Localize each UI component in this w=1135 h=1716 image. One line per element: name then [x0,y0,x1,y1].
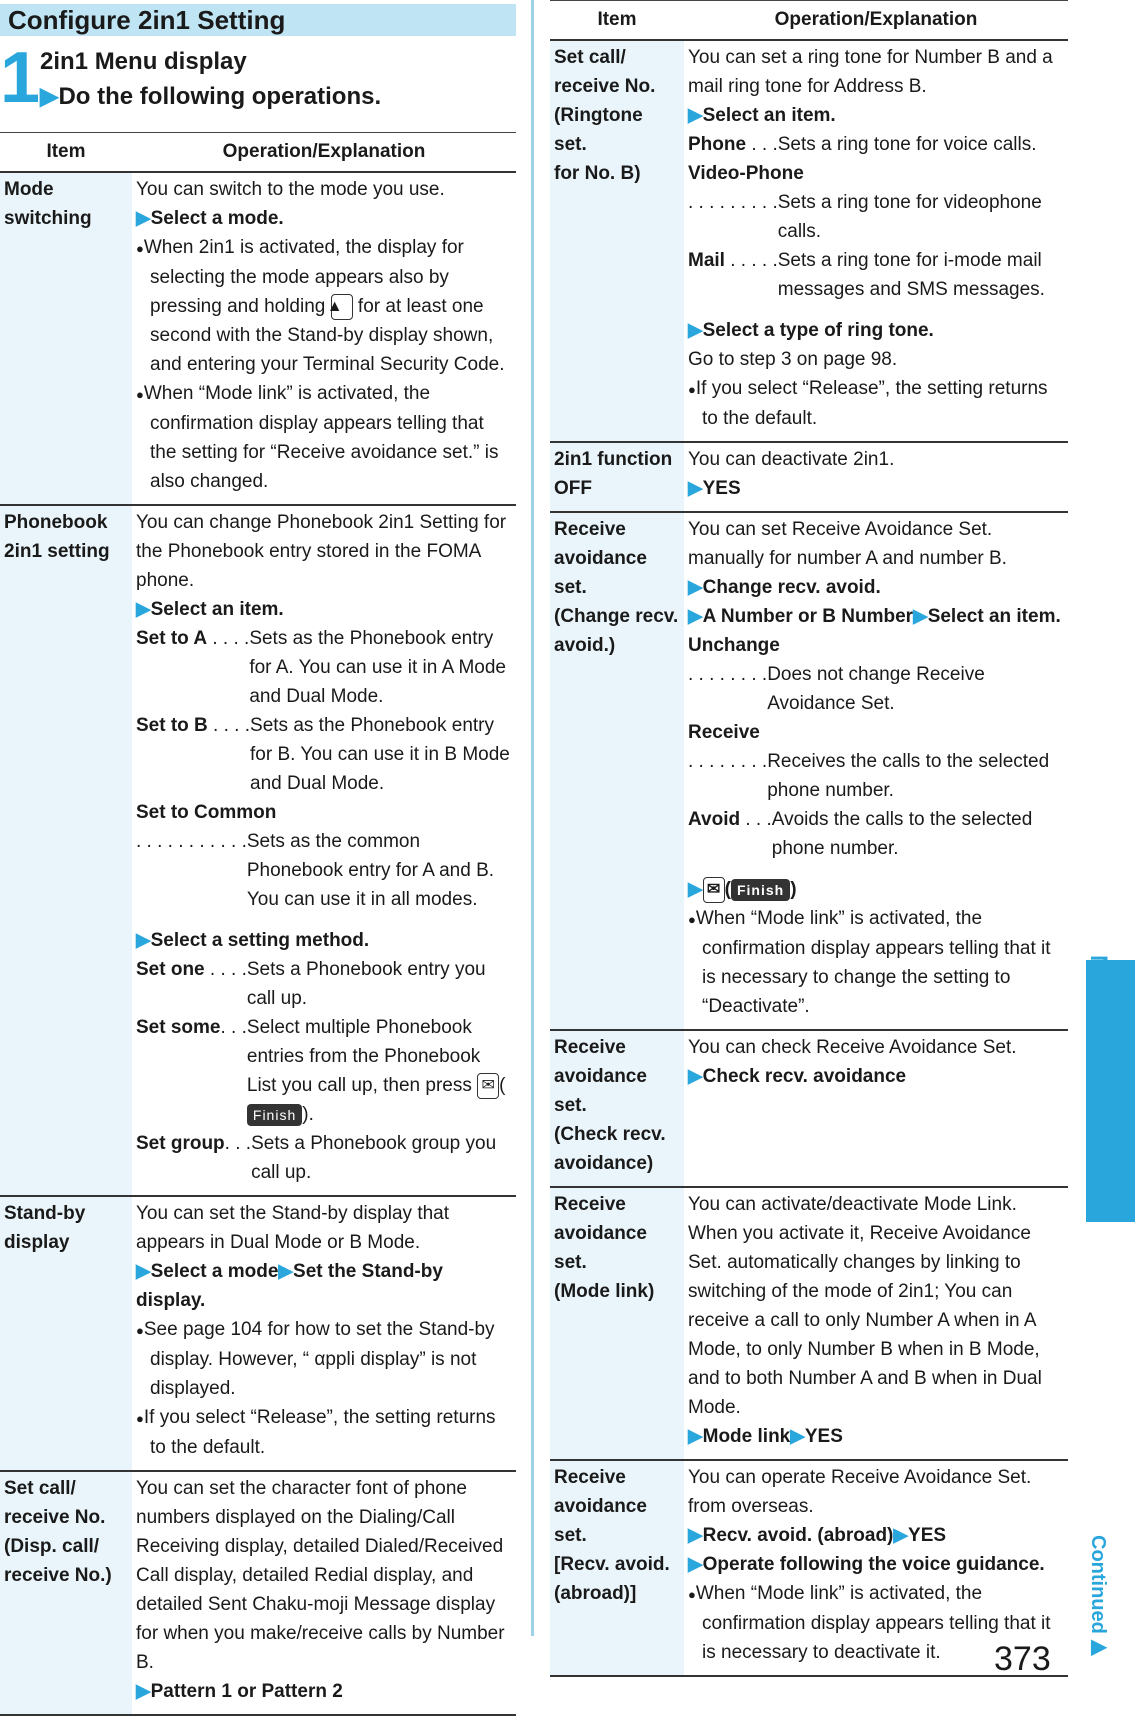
item-label: Receive [554,1194,626,1215]
bullet-icon: ● [688,912,696,927]
definition-term [136,711,250,798]
item-label: Receive [554,519,626,540]
bullet-icon: ● [136,1411,144,1426]
spacer [688,304,1064,316]
definition [688,188,1064,246]
item-label: avoid.) [554,635,616,656]
definition-term [688,246,778,304]
mail-key-icon: ✉ [703,877,725,903]
definition [136,955,512,1013]
bullet-icon: ● [136,1323,144,1338]
leader-dots: . . . . . . . . [688,664,768,685]
definition-text: Select multiple Phonebook entries from the Phonebook List you call up, then press ✉ (Finish ). [246,1017,506,1125]
item-label: display [4,1232,70,1253]
item-label: [Recv. avoid. [554,1554,670,1575]
leader-dots: . . . [746,134,778,155]
continued-label [1086,1535,1110,1658]
mail-key-icon: ✉ [477,1073,499,1099]
step-line-2-text: Do the following operations. [58,83,382,110]
action-line: ▶Select a type of ring tone. [688,320,934,341]
term-line: Set to Common [136,802,277,823]
definition [688,660,1064,718]
definition-text: Sets a ring tone for videophone calls. [777,192,1042,242]
definition-text: Sets as the Phonebook entry for A. You can use it in A Mode and Dual Mode. [249,628,506,707]
item-label: Set call/ [4,1478,76,1499]
spacer [688,863,1064,875]
definition [136,624,512,711]
item-label: Phonebook [4,512,108,533]
text-line: You can check Receive Avoidance Set. [688,1037,1017,1058]
item-cell [550,442,684,512]
definition-term [136,1129,251,1187]
definition-text: Sets as the Phonebook entry for B. You can use it in B Mode and Dual Mode. [250,715,510,794]
right-row [550,1460,1068,1676]
definition-term [688,188,778,246]
arrow-icon: ▶ [790,1426,805,1447]
item-label: Receive [554,1467,626,1488]
leader-dots: . . . . [207,715,251,736]
operation-cell [132,172,516,505]
text-line: You can set the Stand-by display that appears in Dual Mode or B Mode. [136,1203,450,1253]
right-row [550,1187,1068,1460]
definition-term [688,747,767,805]
item-cell [0,172,132,505]
text-line: You can set a ring tone for Number B and a mail ring tone for Address B. [688,47,1053,97]
bullet-line: ●When “Mode link” is activated, the confirmation display appears telling that the setting for “Receive avoidance set.” is also changed. [136,383,499,492]
definition [688,246,1064,304]
definition-text: Receives the calls to the selected phone number. [767,751,1050,801]
step-line-2 [40,82,381,111]
operation-cell [684,1187,1068,1460]
arrow-icon: ▶ [278,1261,294,1282]
bullet-line: ●When “Mode link” is activated, the confirmation display appears telling that it is necessary to change the setting to “Deactivate”. [688,908,1051,1017]
text-line: Go to step 3 on page 98. [688,349,898,370]
header-operation: Operation/Explanation [684,1,1068,41]
step-line-1: 2in1 Menu display [40,48,247,75]
action-line: ▶Select a mode▶Set the Stand-by display. [136,1261,443,1311]
text-line: You can set the character font of phone numbers displayed on the Dialing/Call Receiving display, detailed Dialed/Received Call display, detailed Redial display, and detailed Sent Chaku-moji Message display for when you make/receive calls by Number B. [136,1478,505,1673]
item-label: Set call/ [554,47,626,68]
definition-term [688,805,772,863]
item-cell [550,40,684,442]
column-separator [531,0,534,1636]
item-label: avoidance set. [554,548,647,598]
item-cell [550,1460,684,1676]
arrow-icon: ▶ [688,478,703,499]
text-line: You can change Phonebook 2in1 Setting for the Phonebook entry stored in the FOMA phone. [136,512,507,591]
text-line: You can switch to the mode you use. [136,179,445,200]
arrow-icon: ▶ [136,599,151,620]
definition-text: Sets as the common Phonebook entry for A and B. You can use it in all modes. [246,831,495,910]
item-label: receive No.) [4,1565,112,1586]
left-row [0,172,516,505]
definition-term [136,624,249,711]
action-line: ▶Operate following the voice guidance. [688,1554,1045,1575]
definition-term [688,130,778,159]
bullet-line: ●When “Mode link” is activated, the confirmation display appears telling that it is necessary to deactivate it. [688,1583,1051,1663]
definition-key: Set one [136,959,205,980]
arrow-icon: ▶ [688,577,703,598]
leader-dots: . . . . . [724,250,778,271]
arrow-icon: ▶ [688,105,703,126]
arrow-icon: ▶ [688,1066,703,1087]
arrow-icon: ▶ [688,1525,703,1546]
item-label: switching [4,208,92,229]
definition-text: Does not change Receive Avoidance Set. [767,664,985,714]
item-cell [0,1471,132,1715]
operation-cell [684,40,1068,442]
arrow-icon: ▶ [913,606,928,627]
action-line: ▶Check recv. avoidance [688,1066,907,1087]
item-label: Mode [4,179,54,200]
operation-cell [132,1196,516,1471]
item-label: Stand-by [4,1203,86,1224]
item-label: avoidance set. [554,1496,647,1546]
operation-cell [684,442,1068,512]
leader-dots: . . . . [207,628,250,649]
up-key-icon: ▲ [331,294,353,320]
header-item: Item [0,133,132,173]
definition [688,130,1064,159]
item-cell [0,505,132,1196]
arrow-icon: ▶ [688,606,703,627]
settings-table-right [550,0,1068,1677]
definition-text: Sets a Phonebook entry you call up. [246,959,486,1009]
definition-text: Avoids the calls to the selected phone number. [771,809,1033,859]
definition-term [136,955,247,1013]
bullet-line: ●If you select “Release”, the setting returns to the default. [688,378,1048,429]
bullet-line: ●When 2in1 is activated, the display for selecting the mode appears also by pressing and holding ▲ for at least one second with the Stand-by display shown, and entering your Terminal Security Code. [136,237,505,375]
item-cell [550,512,684,1030]
right-row [550,40,1068,442]
arrow-icon: ▶ [1087,1633,1109,1658]
leader-dots: . . . . . . . . . . . [136,831,247,852]
action-line: ▶Select an item. [688,105,836,126]
item-label: (Mode link) [554,1281,655,1302]
item-label: (abroad)] [554,1583,637,1604]
arrow-icon: ▶ [40,83,59,110]
bullet-line: ●If you select “Release”, the setting returns to the default. [136,1407,496,1458]
arrow-icon: ▶ [688,320,703,341]
definition [136,711,512,798]
definition [688,805,1064,863]
action-line: ▶Recv. avoid. (abroad)▶YES [688,1525,947,1546]
header-operation: Operation/Explanation [132,133,516,173]
definition [136,1013,512,1129]
leader-dots: . . . . [204,959,247,980]
bullet-icon: ● [688,1587,696,1602]
text-line: You can set Receive Avoidance Set. manually for number A and number B. [688,519,1007,569]
definition-text: Sets a Phonebook group you call up. [251,1133,497,1183]
item-label: receive No. [554,76,656,97]
action-line: ▶ ✉ ( Finish ) [688,875,1064,904]
action-line: ▶Mode link▶YES [688,1426,843,1447]
bullet-icon: ● [136,387,144,402]
definition-key: Set group [136,1133,225,1154]
step-number: 1 [0,38,41,118]
finish-softkey-icon: Finish [247,1104,302,1126]
item-label: avoidance set. [554,1066,647,1116]
item-label: for No. B) [554,163,641,184]
arrow-icon: ▶ [688,1554,703,1575]
definition [136,1129,512,1187]
operation-cell [132,1471,516,1715]
arrow-icon: ▶ [688,879,703,900]
term-line: Receive [688,722,760,743]
item-label: avoidance) [554,1153,654,1174]
arrow-icon: ▶ [136,1261,151,1282]
right-row [550,512,1068,1030]
term-line: Video-Phone [688,163,804,184]
action-line: ▶Pattern 1 or Pattern 2 [136,1681,343,1702]
leader-dots: . . . [224,1133,252,1154]
leader-dots: . . . . . . . . . [688,192,778,213]
item-label: 2in1 setting [4,541,110,562]
leader-dots: . . . . . . . . [688,751,768,772]
page-number: 373 [994,1640,1051,1678]
header-item: Item [550,1,684,41]
side-label: Network Services [1085,955,1112,1172]
right-column [550,0,1068,1677]
item-label: avoidance set. [554,1223,647,1273]
definition-term [688,660,767,718]
definition-key: Mail [688,250,725,271]
arrow-icon: ▶ [136,1681,151,1702]
definition [688,747,1064,805]
arrow-icon: ▶ [688,1426,703,1447]
action-line: ▶Select a setting method. [136,930,370,951]
leader-dots: . . . [740,809,772,830]
definition-term [136,1013,247,1129]
action-line: ▶Change recv. avoid. [688,577,881,598]
definition-key: Set to A [136,628,208,649]
definition [136,827,512,914]
text-line: You can operate Receive Avoidance Set. from overseas. [688,1467,1032,1517]
item-label: (Ringtone set. [554,105,643,155]
definition-term [136,827,247,914]
definition-key: Phone [688,134,747,155]
left-row [0,1471,516,1715]
operation-cell [684,1030,1068,1187]
arrow-icon: ▶ [136,208,151,229]
definition-text: Sets a ring tone for voice calls. [777,134,1037,155]
definition-key: Set some [136,1017,221,1038]
right-row [550,442,1068,512]
definition-key: Set to B [136,715,208,736]
settings-table-left [0,132,516,1716]
item-label: (Check recv. [554,1124,666,1145]
left-row [0,1196,516,1471]
item-label: (Change recv. [554,606,679,627]
operation-cell [132,505,516,1196]
term-line: Unchange [688,635,780,656]
step-1 [0,36,516,132]
definition-text: Sets a ring tone for i-mode mail messages and SMS messages. [777,250,1045,300]
action-line: ▶Select an item. [136,599,284,620]
item-label: (Disp. call/ [4,1536,100,1557]
finish-softkey-icon: Finish [731,879,790,901]
item-cell [550,1187,684,1460]
text-line: You can deactivate 2in1. [688,449,895,470]
arrow-icon: ▶ [136,930,151,951]
continued-text: Continued [1087,1535,1109,1634]
item-cell [550,1030,684,1187]
bullet-icon: ● [136,241,144,256]
text-line: You can activate/deactivate Mode Link. When you activate it, Receive Avoidance Set. automatically changes by linking to switching of the mode of 2in1; You can receive a call to only Number A when in A Mode, to only Number B when in B Mode, and to both Number A and B when in Dual Mode. [688,1194,1042,1418]
bullet-line: ●See page 104 for how to set the Stand-by display. However, “ αppli display” is not displayed. [136,1319,495,1399]
operation-cell [684,512,1068,1030]
action-line: ▶Select a mode. [136,208,284,229]
right-row [550,1030,1068,1187]
item-label: OFF [554,478,592,499]
action-line: ▶YES [688,478,741,499]
left-row [0,505,516,1196]
spacer [136,914,512,926]
action-line: ▶A Number or B Number▶Select an item. [688,606,1061,627]
section-title: Configure 2in1 Setting [0,4,516,36]
bullet-icon: ● [688,382,696,397]
left-column [0,0,516,1716]
item-label: Receive [554,1037,626,1058]
arrow-icon: ▶ [893,1525,909,1546]
item-label: receive No. [4,1507,106,1528]
leader-dots: . . . [220,1017,247,1038]
item-label: 2in1 function [554,449,673,470]
item-cell [0,1196,132,1471]
definition-key: Avoid [688,809,741,830]
